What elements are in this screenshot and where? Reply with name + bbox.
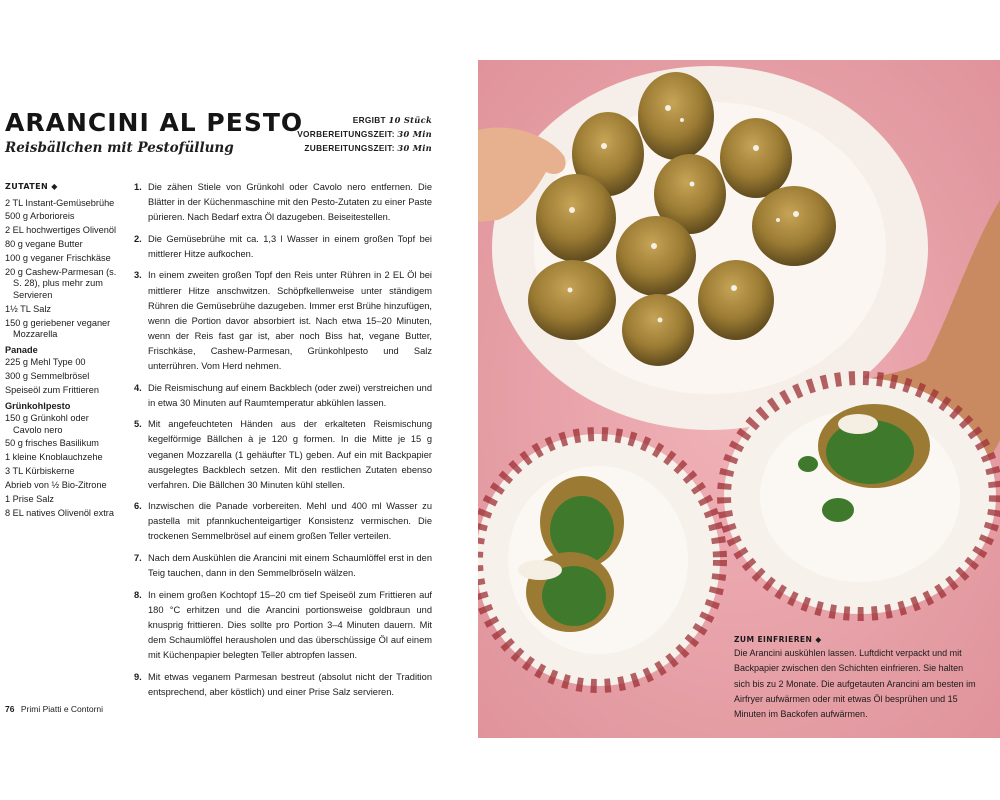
method-step	[134, 268, 432, 374]
yield-label: ERGIBT	[352, 115, 386, 125]
ingredient-item: 1 Prise Salz	[5, 493, 55, 504]
step-number: 4.	[134, 382, 142, 393]
method-step	[134, 551, 432, 581]
step-text: Die zähen Stiele von Grünkohl oder Cavolo nero entfernen. Die Blätter in der Küchenmaschine mit den Pesto-Zutaten zu einer Paste pürieren. Nach Bedarf extra Öl dazugeben. Beiseitestellen.	[148, 182, 432, 223]
step-text: Nach dem Auskühlen die Arancini mit einem Schaumlöffel erst in den Teig tauchen, dann in den Semmelbröseln wälzen.	[148, 553, 432, 579]
step-number: 8.	[134, 589, 142, 600]
method-step	[134, 588, 432, 663]
step-text: Die Gemüsebrühe mit ca. 1,3 l Wasser in einem großen Topf bei mittlerer Hitze aufkochen.	[148, 233, 432, 259]
ingredient-item: 2 TL Instant-Gemüsebrühe	[5, 197, 115, 208]
ingredients-heading: ZUTATEN ◆	[5, 182, 58, 191]
page-footer	[5, 704, 103, 714]
recipe-meta	[297, 113, 432, 155]
yield-line	[297, 113, 432, 127]
ingredient-item: 50 g frisches Basilikum	[5, 438, 99, 449]
ingredient-item: 150 g Grünkohl oder Cavolo nero	[5, 413, 89, 435]
page-number: 76	[5, 704, 15, 714]
method-step	[134, 670, 432, 700]
freezing-tip-heading: ZUM EINFRIEREN ◆	[734, 635, 822, 644]
method-step	[134, 381, 432, 411]
prep-time-line	[297, 127, 432, 141]
method-step	[134, 180, 432, 225]
method-step	[134, 417, 432, 492]
ingredient-item: 80 g vegane Butter	[5, 239, 83, 250]
recipe-title: ARANCINI AL PESTO	[5, 108, 304, 137]
cook-time-value: 30 Min	[397, 143, 432, 153]
step-number: 9.	[134, 671, 142, 682]
step-text: Die Reismischung auf einem Backblech (oder zwei) verstreichen und in etwa 30 Minuten auf Raumtemperatur abkühlen lassen.	[148, 382, 432, 408]
freezing-tip	[734, 634, 976, 722]
ingredient-item: Abrieb von ½ Bio-Zitrone	[5, 480, 107, 491]
step-text: Mit etwas veganem Parmesan bestreut (absolut nicht der Tradition entsprechend, aber köstlich) und einer Prise Salz servieren.	[148, 671, 432, 697]
method-steps	[134, 180, 432, 706]
ingredient-item: 8 EL natives Olivenöl extra	[5, 507, 114, 518]
step-text: Mit angefeuchteten Händen aus der erkalteten Reismischung kegelförmige Bällchen à je 120 g formen. In die Mitte je 15 g veganen Mozzarella (1 gehäufter TL) geben. Auf ein mit Backpapier ausgelegtes Backblech setzen. Mit den restlichen Zutaten ebenso verfahren. Die Bällchen 30 Minuten kühl stellen.	[148, 419, 432, 490]
ingredient-item: 3 TL Kürbiskerne	[5, 466, 75, 477]
ingredient-item: 20 g Cashew-Parmesan (s. S. 28), plus mehr zum Servieren	[5, 266, 117, 300]
section-name: Primi Piatti e Contorni	[20, 704, 104, 714]
step-text: Inzwischen die Panade vorbereiten. Mehl und 400 ml Wasser zu pastella mit pfannkuchenteigartiger Konsistenz vermischen. Die trockenen Semmelbrösel auf einem großen Teller verteilen.	[148, 501, 432, 542]
ingredient-item: 150 g geriebener veganer Mozzarella	[5, 317, 111, 340]
step-text: In einem großen Kochtopf 15–20 cm tief Speiseöl zum Frittieren auf 180 °C erhitzen und die Arancini portionsweise goldbraun und knusprig frittieren. Dies sollte pro Portion 3–4 Minuten dauern. Mit dem Schaumlöffel herausholen und das überschüssige Öl auf einem mit Küchenpapier belegten Teller abtropfen lassen.	[148, 589, 432, 661]
ingredient-item: 1 kleine Knoblauchzehe	[5, 452, 103, 463]
step-number: 5.	[134, 419, 142, 430]
ingredients-panade-group	[5, 357, 117, 396]
left-page	[0, 0, 478, 800]
method-step	[134, 232, 432, 262]
cook-time-label: ZUBEREITUNGSZEIT:	[304, 143, 395, 153]
recipe-subtitle: Reisbällchen mit Pestofüllung	[5, 140, 234, 156]
step-number: 3.	[134, 270, 142, 281]
cook-time-line	[297, 141, 432, 155]
step-number: 2.	[134, 233, 142, 244]
ingredient-item: 1½ TL Salz	[5, 303, 51, 314]
step-number: 1.	[134, 182, 142, 192]
ingredient-item: Speiseöl zum Frittieren	[5, 385, 99, 396]
prep-time-label: VORBEREITUNGSZEIT:	[297, 129, 395, 139]
step-number: 7.	[134, 553, 142, 564]
ingredient-item: 100 g veganer Frischkäse	[5, 253, 111, 264]
step-number: 6.	[134, 501, 142, 512]
ingredients-pesto-group	[5, 413, 117, 519]
ingredients-list	[5, 181, 117, 522]
ingredient-item: 225 g Mehl Type 00	[5, 357, 86, 368]
panade-heading: Panade	[5, 344, 38, 355]
step-text: In einem zweiten großen Topf den Reis unter Rühren in 2 EL Öl bei mittlerer Hitze anschwitzen. Schöpfkellenweise unter ständigem Rühren die Gemüsebrühe dazugeben. Immer erst Brühe hinzufügen, wenn die Portion davor absorbiert ist. Nach etwa 15–20 Minuten, wenn der Reis fast gar ist, aber noch Biss hat, vegane Butter, Frischkäse, Cashew-Parmesan, Grünkohlpesto und Salz unterrühren. Vom Herd nehmen.	[148, 270, 432, 372]
ingredient-item: 500 g Arborioreis	[5, 211, 75, 222]
yield-value: 10 Stück	[388, 115, 432, 125]
ingredient-item: 2 EL hochwertiges Olivenöl	[5, 225, 116, 236]
ingredient-item: 300 g Semmelbrösel	[5, 371, 90, 382]
prep-time-value: 30 Min	[397, 129, 432, 139]
pesto-heading: Grünkohlpesto	[5, 400, 71, 411]
ingredients-main-group	[5, 198, 117, 341]
freezing-tip-text: Die Arancini auskühlen lassen. Luftdicht verpackt und mit Backpapier zwischen den Schichten einfrieren. Sie halten sich bis zu 2 Monate. Die aufgetauten Arancini am besten im Airfryer aufwärmen oder mit etwas Öl besprühen und 15 Minuten im Backofen aufwärmen.	[734, 648, 976, 720]
method-step	[134, 499, 432, 544]
